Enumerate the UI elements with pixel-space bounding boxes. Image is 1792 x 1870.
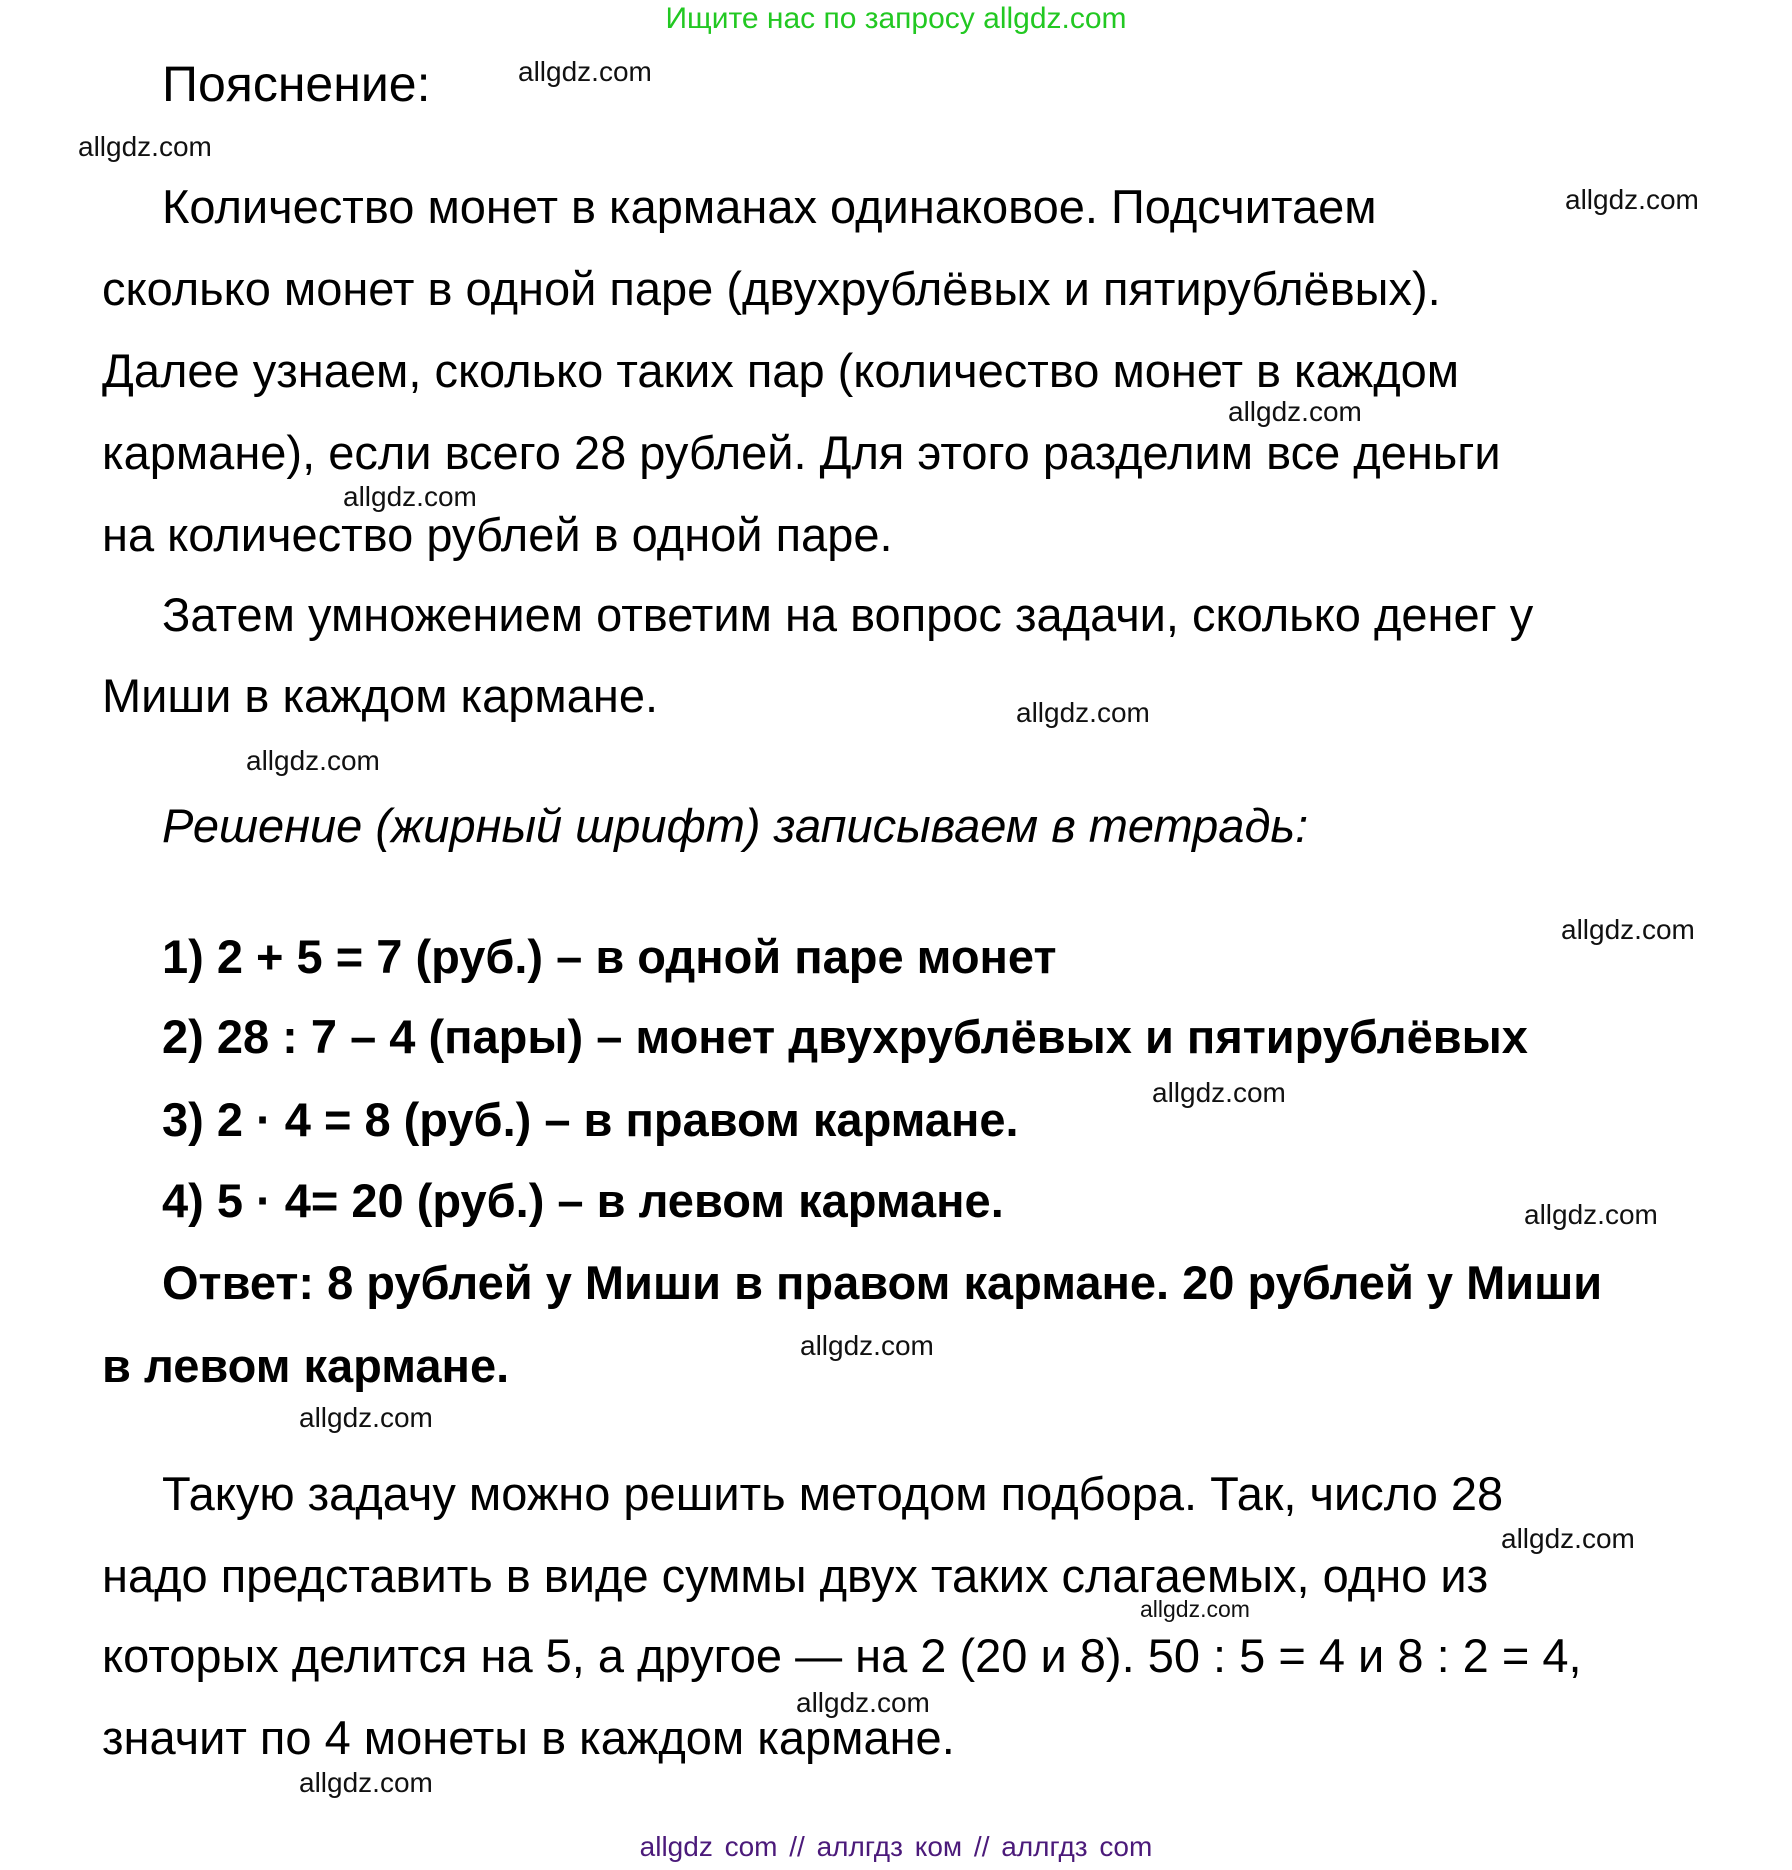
- site-footer: allgdz com // аллгдз ком // аллгдз com: [639, 1831, 1153, 1862]
- alternative-line: Такую задачу можно решить методом подбора. Так, число 28: [162, 1467, 1504, 1520]
- explanation-line: кармане), если всего 28 рублей. Для этого разделим все деньги: [102, 426, 1501, 479]
- watermark: allgdz.com: [1152, 1077, 1286, 1108]
- watermark: allgdz.com: [796, 1687, 930, 1718]
- explanation-line: сколько монет в одной паре (двухрублёвых и пятирублёвых).: [102, 262, 1441, 315]
- explanation-line: на количество рублей в одной паре.: [102, 508, 893, 561]
- solution-step: 2) 28 : 7 – 4 (пары) – монет двухрублёвых и пятирублёвых: [162, 1010, 1528, 1063]
- alternative-line: значит по 4 монеты в каждом кармане.: [102, 1711, 955, 1764]
- explanation-line: Затем умножением ответим на вопрос задачи, сколько денег у: [162, 588, 1534, 641]
- watermark: allgdz.com: [800, 1330, 934, 1361]
- answer-line: в левом кармане.: [102, 1339, 510, 1392]
- watermark: allgdz.com: [78, 131, 212, 162]
- alternative-line: надо представить в виде суммы двух таких слагаемых, одно из: [102, 1549, 1489, 1602]
- solution-step: 4) 5 · 4= 20 (руб.) – в левом кармане.: [162, 1174, 1004, 1227]
- page-heading: Пояснение:: [162, 56, 431, 112]
- watermark: allgdz.com: [299, 1767, 433, 1798]
- explanation-line: Далее узнаем, сколько таких пар (количество монет в каждом: [102, 344, 1460, 397]
- watermark: allgdz.com: [1524, 1199, 1658, 1230]
- watermark: allgdz.com: [299, 1402, 433, 1433]
- watermark: allgdz.com: [343, 481, 477, 512]
- watermark: allgdz.com: [1561, 914, 1695, 945]
- watermark: allgdz.com: [1501, 1523, 1635, 1554]
- solution-step: 1) 2 + 5 = 7 (руб.) – в одной паре монет: [162, 930, 1057, 983]
- solution-intro: Решение (жирный шрифт) записываем в тетрадь:: [162, 799, 1309, 852]
- watermark: allgdz.com: [1228, 396, 1362, 427]
- explanation-line: Миши в каждом кармане.: [102, 669, 659, 722]
- solution-step: 3) 2 · 4 = 8 (руб.) – в правом кармане.: [162, 1093, 1019, 1146]
- watermark: allgdz.com: [518, 56, 652, 87]
- site-banner: Ищите нас по запросу allgdz.com: [665, 2, 1127, 35]
- watermark: allgdz.com: [1016, 697, 1150, 728]
- watermark: allgdz.com: [1140, 1596, 1250, 1622]
- alternative-line: которых делится на 5, а другое — на 2 (20 и 8). 50 : 5 = 4 и 8 : 2 = 4,: [102, 1629, 1582, 1682]
- watermark: allgdz.com: [246, 745, 380, 776]
- answer-line: Ответ: 8 рублей у Миши в правом кармане. 20 рублей у Миши: [162, 1256, 1603, 1309]
- watermark: allgdz.com: [1565, 184, 1699, 215]
- explanation-line: Количество монет в карманах одинаковое. Подсчитаем: [162, 180, 1377, 233]
